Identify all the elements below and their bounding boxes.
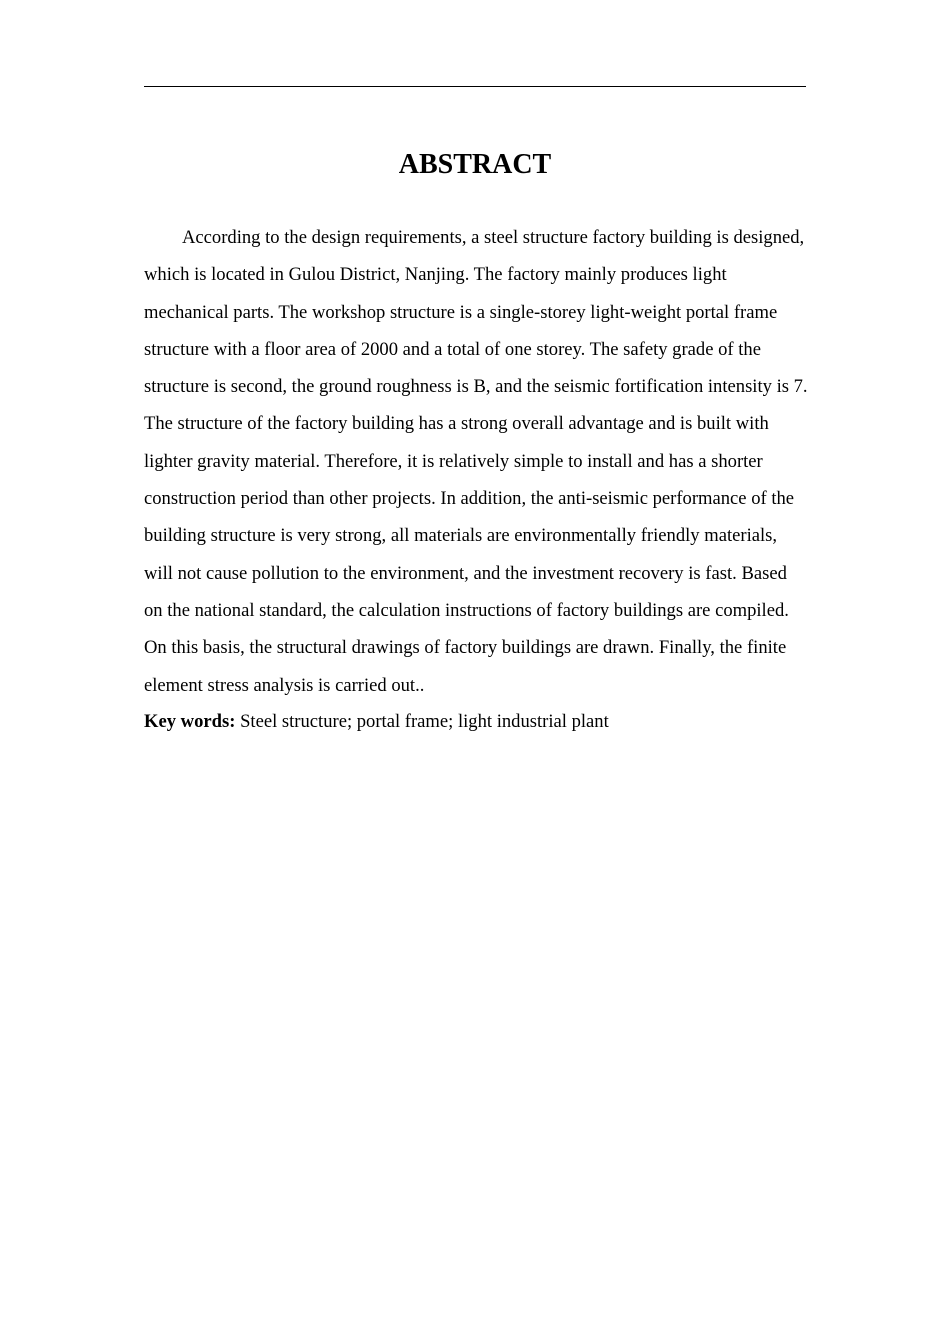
header-rule: [144, 86, 806, 87]
abstract-title: ABSTRACT: [398, 149, 552, 180]
keywords-label: Key words:: [144, 711, 236, 732]
abstract-body: According to the design requirements, a steel structure factory building is designed, which is located in Gulou District, Nanjing. The factory mainly produces light mechanical parts. The workshop structure is a single-storey light-weight portal frame structure with a floor area of 2000 and a total of one storey. The safety grade of the structure is second, the ground roughness is B, and the seismic fortification intensity is 7. The structure of the factory building has a strong overall advantage and is built with lighter gravity material. Therefore, it is relatively simple to install and has a shorter construction period than other projects. In addition, the anti-seismic performance of the building structure is very strong, all materials are environmentally friendly materials, will not cause pollution to the environment, and the investment recovery is fast. Based on the national standard, the calculation instructions of factory buildings are compiled. On this basis, the structural drawings of factory buildings are drawn. Finally, the finite element stress analysis is carried out..: [144, 227, 808, 696]
keywords-text: Steel structure; portal frame; light industrial plant: [235, 711, 609, 732]
keywords-line: [144, 706, 808, 738]
